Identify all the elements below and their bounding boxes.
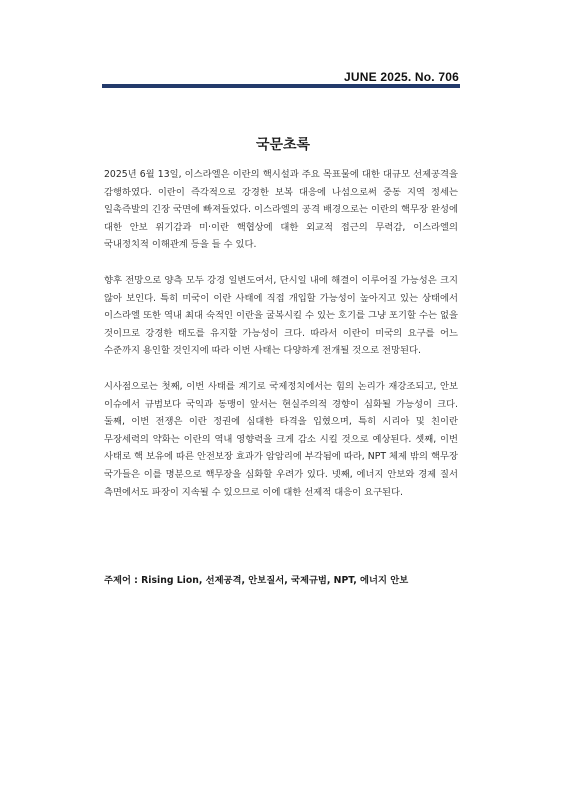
abstract-body — [104, 166, 458, 519]
header-rule — [102, 84, 460, 88]
abstract-paragraph: 2025년 6월 13일, 이스라엘은 이란의 핵시설과 주요 목표물에 대한 대규모 선제공격을 감행하였다. 이란이 즉각적으로 강경한 보복 대응에 나섬으로써 중동 지역 정세는 일촉즉발의 긴장 국면에 빠져들었다. 이스라엘의 공격 배경으로는 이란의 핵무장 완성에 대한 안보 위기감과 미·이란 핵협상에 대한 외교적 접근의 무력감, 이스라엘의 국내정치적 이해관계 등을 들 수 있다. — [104, 169, 458, 251]
issue-label: JUNE 2025. No. 706 — [344, 70, 459, 84]
abstract-title: 국문초록 — [255, 137, 311, 153]
abstract-paragraph: 시사점으로는 첫째, 이번 사태를 계기로 국제정치에서는 힘의 논리가 재강조되고, 안보 이슈에서 규범보다 국익과 동맹이 앞서는 현실주의적 경향이 심화될 가능성이 크다. 둘째, 이번 전쟁은 이란 정권에 심대한 타격을 입혔으며, 특히 시리아 및 친이란 무장세력의 약화는 이란의 역내 영향력을 크게 감소 시킬 것으로 예상된다. 셋째, 이번 사태로 핵 보유에 따른 안전보장 효과가 암암리에 부각됨에 따라, NPT 체제 밖의 핵무장 국가들은 이를 명분으로 핵무장을 심화할 우려가 있다. 넷째, 에너지 안보와 경제 질서 측면에서도 파장이 지속될 수 있으므로 이에 대한 선제적 대응이 요구된다. — [104, 380, 458, 498]
abstract-paragraph: 향후 전망으로 양측 모두 강경 일변도여서, 단시일 내에 해결이 이루어질 가능성은 크지 않아 보인다. 특히 미국이 이란 사태에 직접 개입할 가능성이 높아지고 있는 상태에서 이스라엘 또한 역내 최대 숙적인 이란을 굴복시킬 수 있는 호기를 그냥 포기할 수는 없을 것이므로 강경한 태도를 유지할 가능성이 크다. 따라서 이란이 미국의 요구를 어느 수준까지 용인할 것인지에 따라 이번 사태는 다양하게 전개될 것으로 전망된다. — [104, 274, 458, 357]
keywords: 주제어 : Rising Lion, 선제공격, 안보질서, 국제규범, NPT, 에너지 안보 — [104, 575, 409, 586]
